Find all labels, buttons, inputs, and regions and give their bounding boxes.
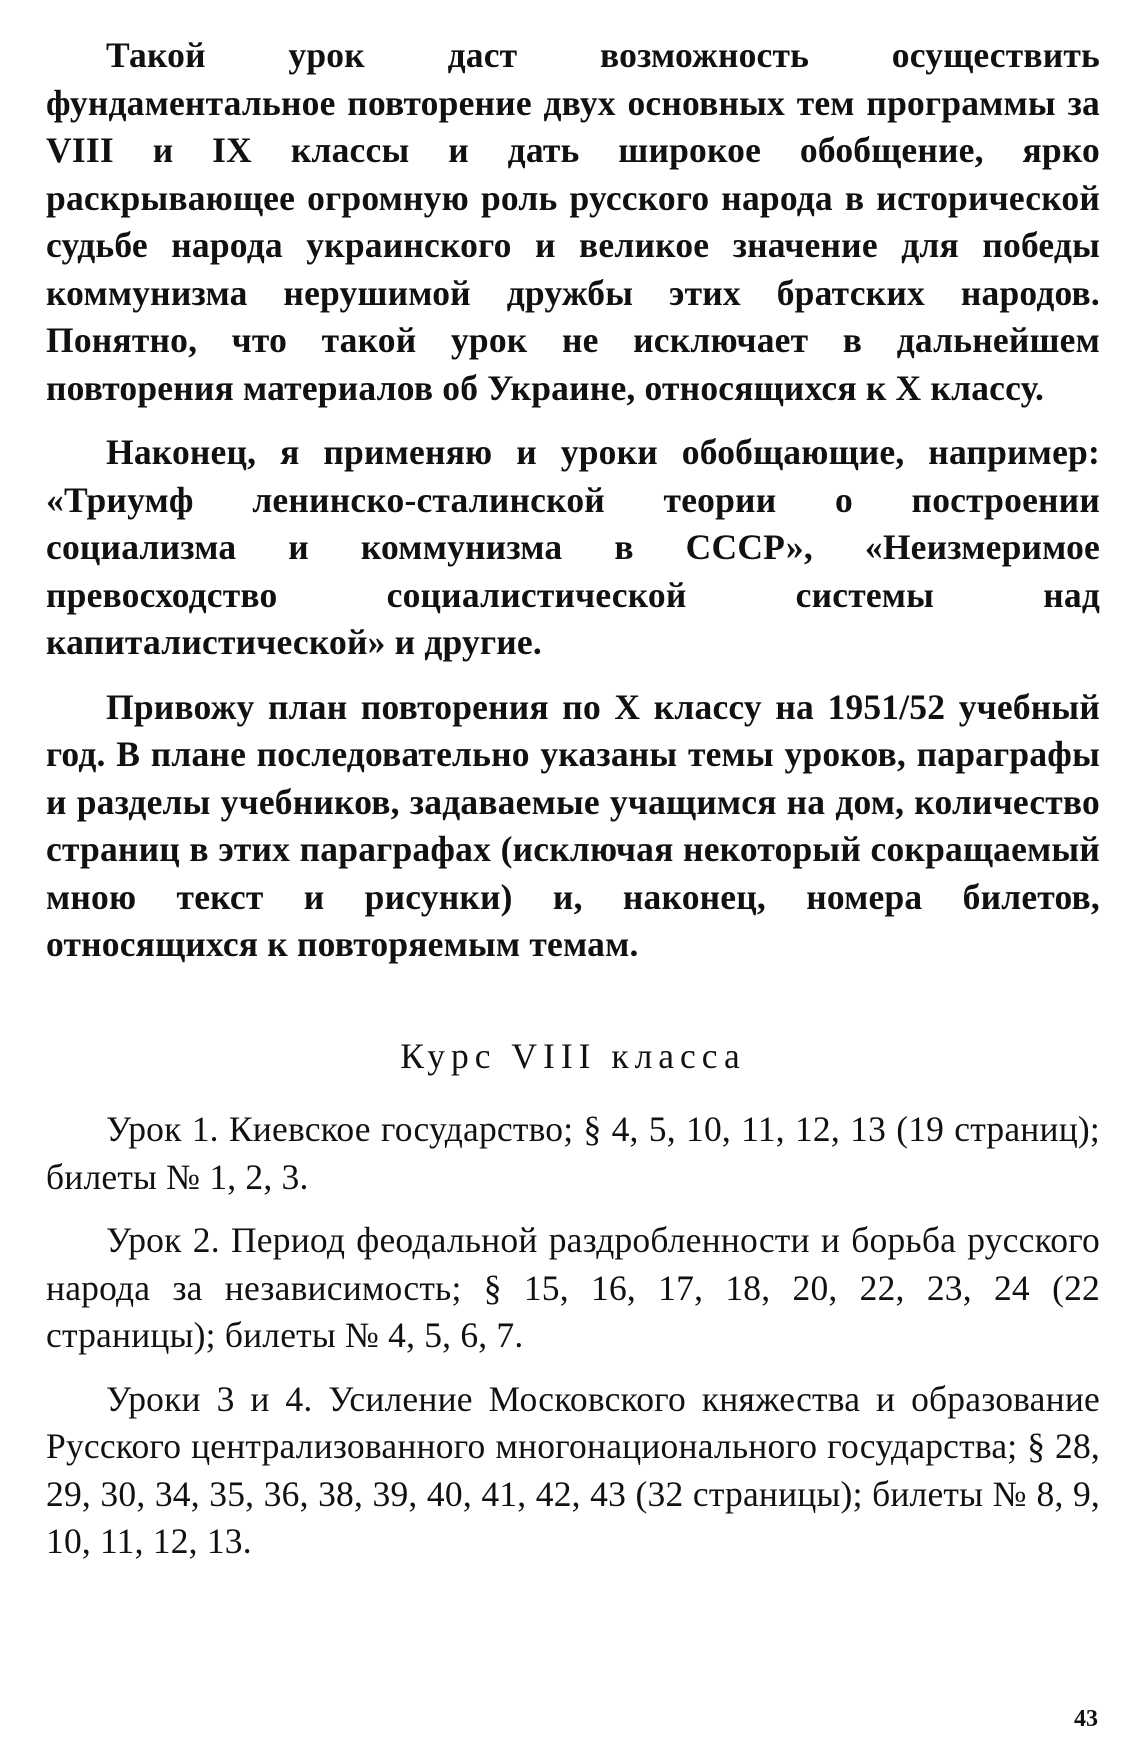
page-number: 43 [1074,1706,1098,1732]
body-paragraph-1: Такой урок даст возможность осуществить фундаментальное повторение двух основных тем программы за VIII и IX классы и дать широкое обобщение, ярко раскрывающее огромную роль русского народа в исторической судьбе народа украинского и великое значение для победы коммунизма нерушимой дружбы этих братских народов. Понятно, что такой урок не исключает в дальнейшем повторения материалов об Украине, относящихся к X классу. [46,35,1100,408]
body-paragraph-2: Наконец, я применяю и уроки обобщающие, например: «Триумф ленинско-сталинской теории о построении социализма и коммунизма в СССР», «Неизмеримое превосходство социалистической системы над капиталистической» и другие. [46,432,1100,662]
lesson-item-2: Урок 2. Период феодальной раздробленности и борьба русского народа за независимость; § 15, 16, 17, 18, 20, 22, 23, 24 (22 страницы); билеты № 4, 5, 6, 7. [46,1220,1100,1355]
section-heading: Курс VIII класса [400,1035,746,1076]
body-paragraph-3: Привожу план повторения по X классу на 1951/52 учебный год. В плане последовательно указаны темы уроков, параграфы и разделы учебников, задаваемые учащимся на дом, количество страниц в этих параграфах (исключая некоторый сокращаемый мною текст и рисунки) и, наконец, номера билетов, относящихся к повторяемым темам. [46,686,1100,964]
lesson-item-1: Урок 1. Киевское государство; § 4, 5, 10, 11, 12, 13 (19 страниц); билеты № 1, 2, 3. [46,1109,1100,1197]
book-page [46,32,1100,1582]
lesson-item-3: Уроки 3 и 4. Усиление Московского княжества и образование Русского централизованного многонационального государства; § 28, 29, 30, 34, 35, 36, 38, 39, 40, 41, 42, 43 (32 страницы); билеты № 8, 9, 10, 11, 12, 13. [46,1378,1100,1561]
